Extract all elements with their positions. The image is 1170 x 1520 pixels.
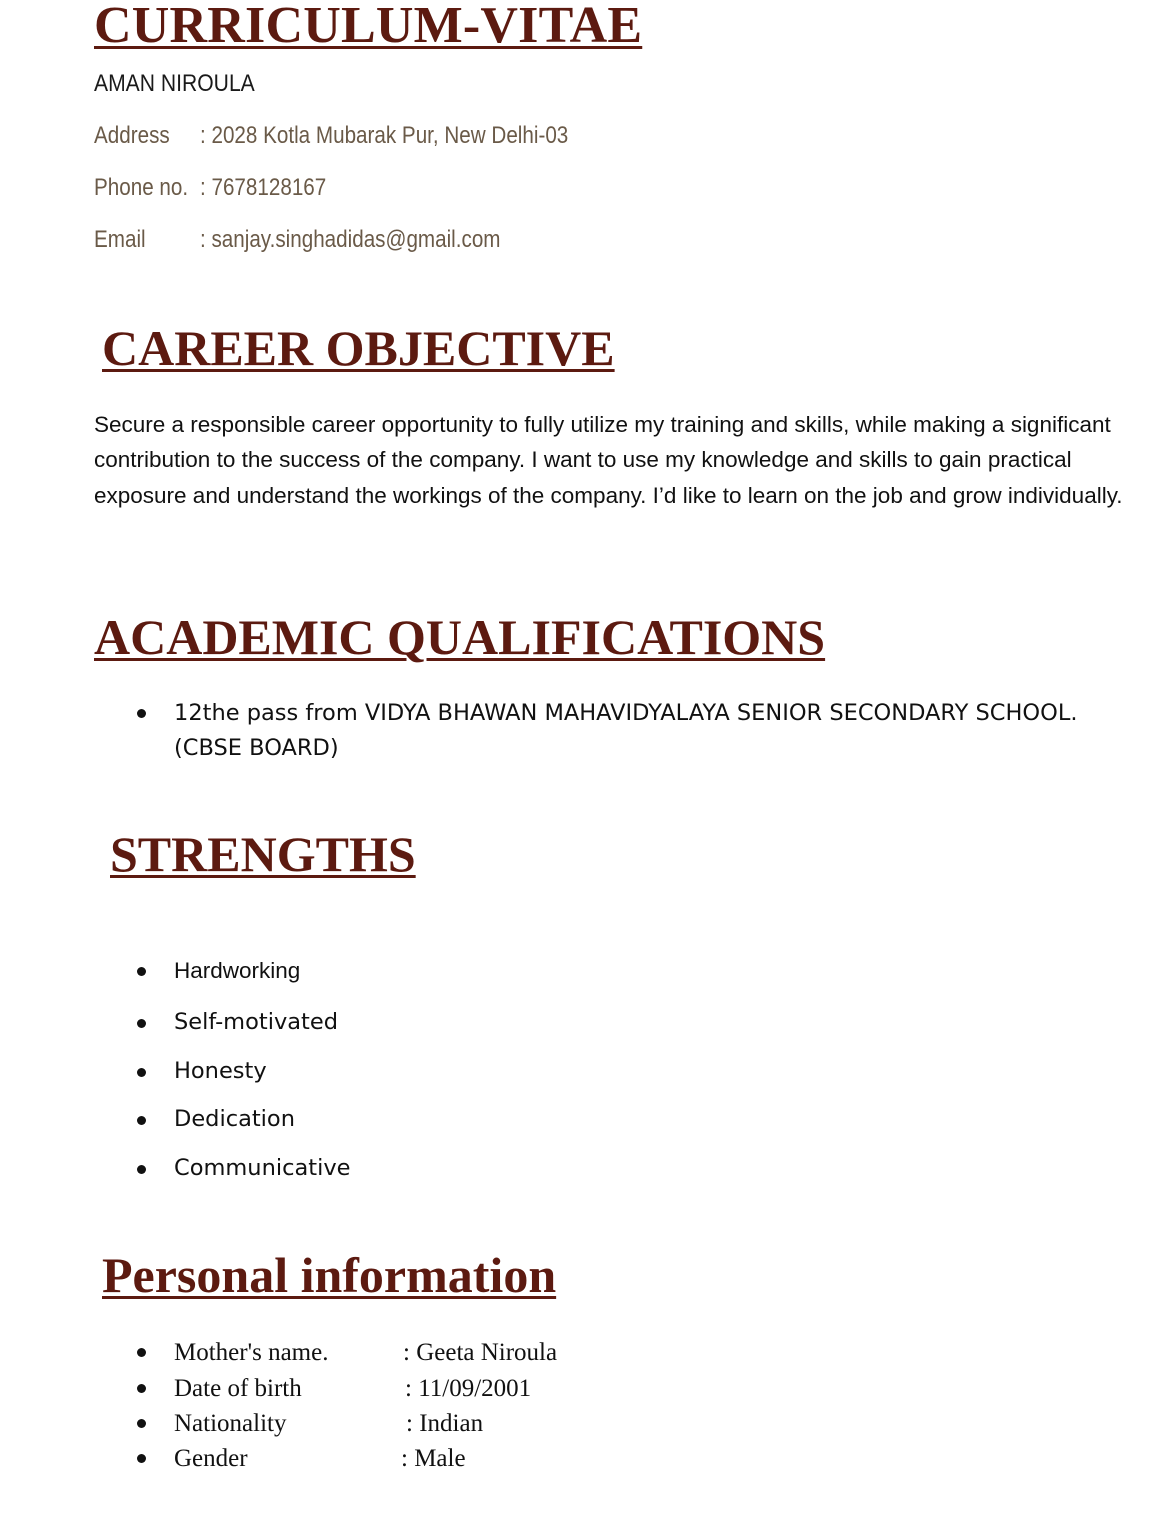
nationality-label: Nationality [174,1410,287,1437]
strength-item: Communicative [174,1155,351,1181]
bullet-icon [137,1068,146,1077]
career-objective-heading: CAREER OBJECTIVE [102,320,615,376]
strength-item: Honesty [174,1058,267,1084]
gender-value: : Male [401,1445,466,1472]
nationality-value: : Indian [406,1410,484,1437]
bullet-icon [137,1348,146,1357]
email-label: Email [94,226,146,253]
candidate-name: AMAN NIROULA [94,70,255,97]
personal-information-heading: Personal information [102,1247,557,1303]
bullet-icon [137,1419,146,1428]
phone-label: Phone no. [94,174,189,201]
bullet-icon [137,709,146,718]
academic-item-line2: (CBSE BOARD) [174,735,339,761]
mother-name-value: : Geeta Niroula [403,1339,558,1366]
bullet-icon [137,1454,146,1463]
mother-name-label: Mother's name. [174,1339,329,1366]
bullet-icon [137,1019,146,1028]
strength-item: Dedication [174,1106,295,1132]
email-value: : sanjay.singhadidas@gmail.com [200,226,501,253]
bullet-icon [137,1116,146,1125]
date-of-birth-label: Date of birth [174,1375,302,1402]
academic-item-line1: 12the pass from VIDYA BHAWAN MAHAVIDYALAYA SENIOR SECONDARY SCHOOL. [174,700,1078,726]
phone-value: : 7678128167 [200,174,327,201]
address-value: : 2028 Kotla Mubarak Pur, New Delhi-03 [200,122,569,149]
strength-item: Hardworking [174,958,301,983]
career-objective-text: Secure a responsible career opportunity to fully utilize my training and skills, while making a significant contribution to the success of the company. I want to use my knowledge and skills to gain practical exposure and understand the workings of the company. I’d like to learn on the job and grow individually. [94,412,1123,508]
date-of-birth-value: : 11/09/2001 [405,1375,532,1402]
bullet-icon [137,967,146,976]
strength-item: Self-motivated [174,1009,338,1035]
bullet-icon [137,1165,146,1174]
bullet-icon [137,1384,146,1393]
gender-label: Gender [174,1445,248,1472]
strengths-heading: STRENGTHS [110,826,416,882]
academic-qualifications-heading: ACADEMIC QUALIFICATIONS [94,609,826,665]
page-title: CURRICULUM-VITAE [94,0,643,54]
address-label: Address [94,122,170,149]
